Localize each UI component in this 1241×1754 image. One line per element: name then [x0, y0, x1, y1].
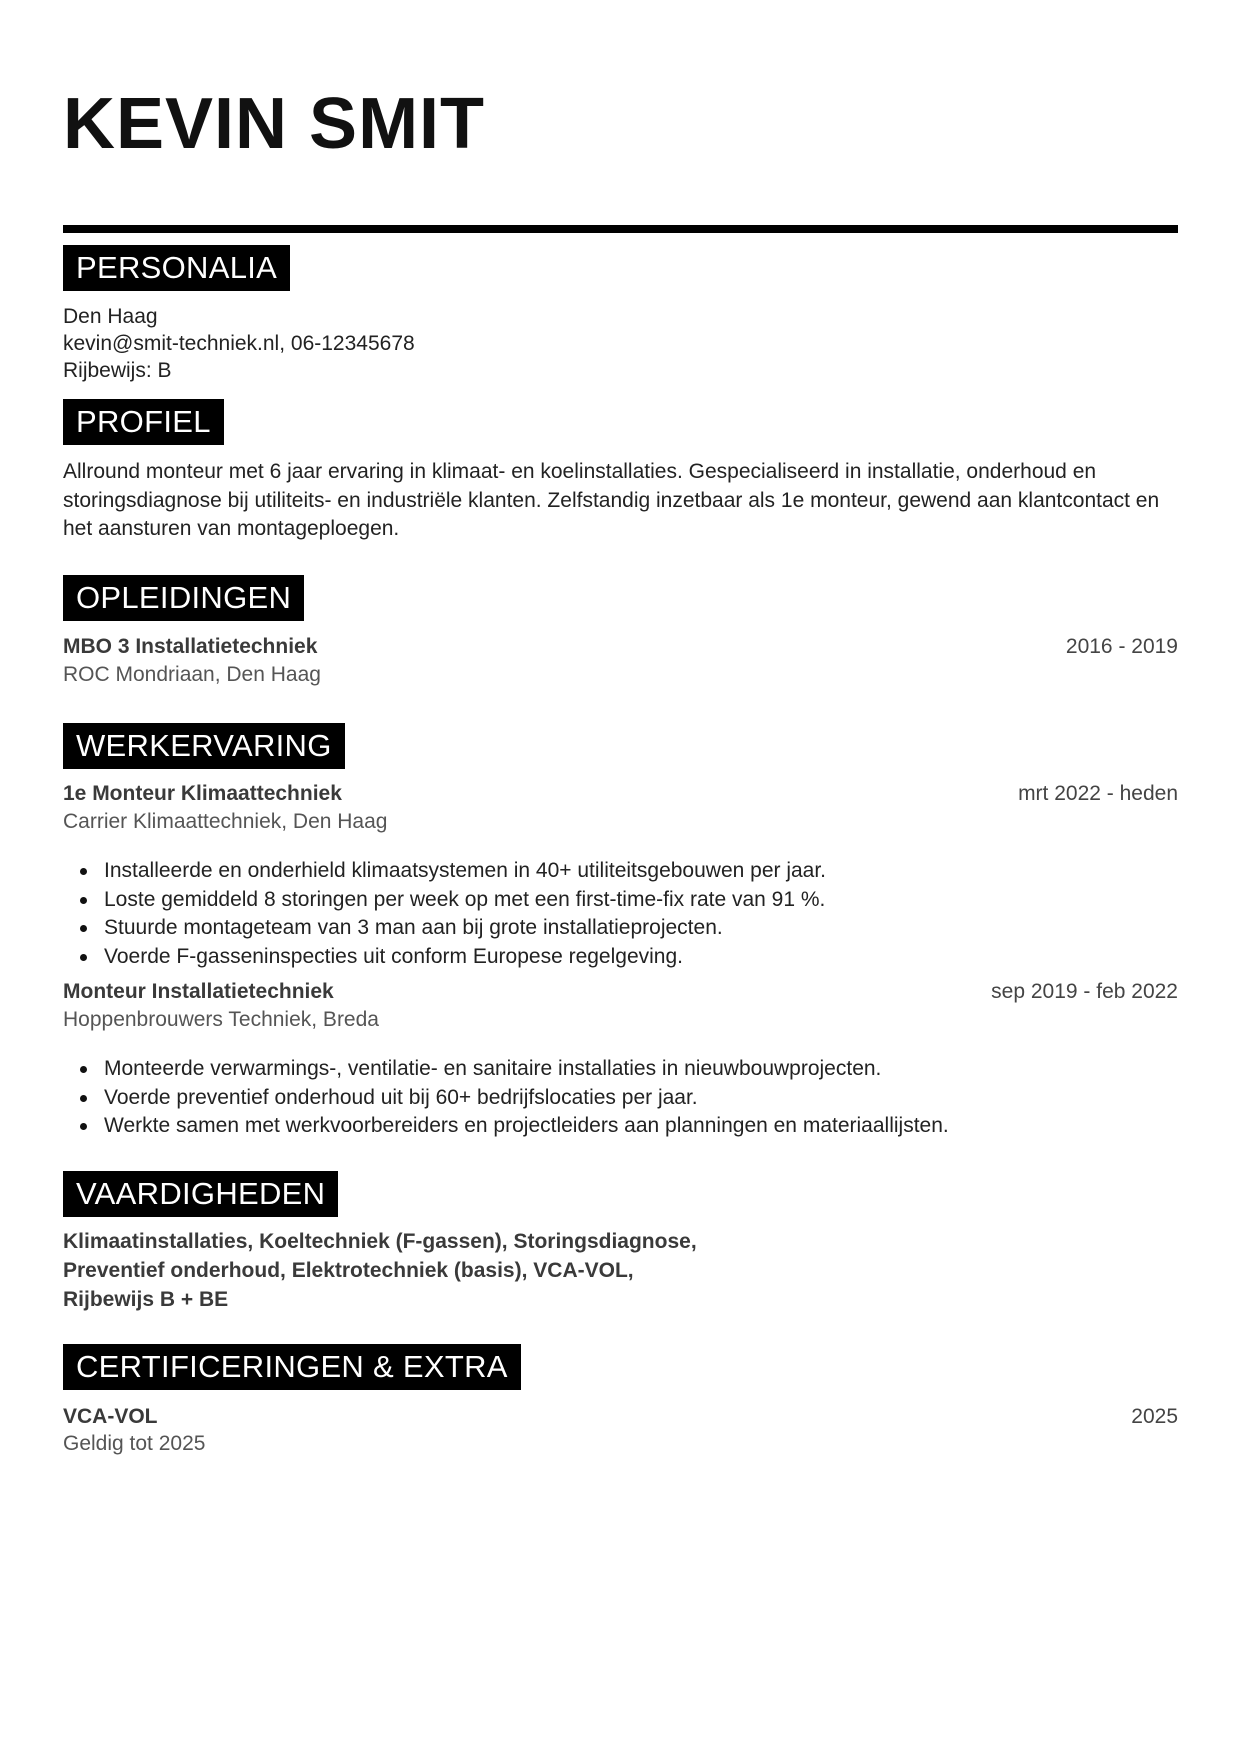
section-heading-certificeringen: CERTIFICERINGEN & EXTRA — [63, 1344, 521, 1390]
personalia-license: Rijbewijs: B — [63, 359, 172, 382]
skills-line: Rijbewijs B + BE — [63, 1288, 229, 1311]
personalia-city: Den Haag — [63, 305, 158, 328]
skills-line: Klimaatinstallaties, Koeltechniek (F-gassen), Storingsdiagnose, — [63, 1230, 697, 1253]
education-title: MBO 3 Installatietechniek — [63, 635, 318, 658]
section-heading-profiel: PROFIEL — [63, 399, 224, 445]
certificate-title: VCA-VOL — [63, 1405, 158, 1428]
section-heading-opleidingen: OPLEIDINGEN — [63, 575, 304, 621]
skills-list — [63, 1227, 697, 1314]
job-bullet: Voerde preventief onderhoud uit bij 60+ bedrijfslocaties per jaar. — [63, 1084, 1178, 1113]
header-divider — [63, 225, 1178, 233]
job-title: Monteur Installatietechniek — [63, 980, 334, 1003]
job-date: sep 2019 - feb 2022 — [991, 980, 1178, 1003]
section-heading-werkervaring: WERKERVARING — [63, 723, 345, 769]
job-bullet: Werkte samen met werkvoorbereiders en projectleiders aan planningen en materiaallijsten. — [63, 1112, 1178, 1141]
education-school: ROC Mondriaan, Den Haag — [63, 663, 321, 686]
certificate-date: 2025 — [1131, 1405, 1178, 1428]
job-employer: Hoppenbrouwers Techniek, Breda — [63, 1008, 379, 1031]
education-date: 2016 - 2019 — [1065, 635, 1178, 658]
job-bullet: Loste gemiddeld 8 storingen per week op met een first-time-fix rate van 91 %. — [63, 886, 1178, 915]
job-bullet-list — [63, 1055, 1178, 1141]
section-heading-vaardigheden: VAARDIGHEDEN — [63, 1171, 338, 1217]
skills-line: Preventief onderhoud, Elektrotechniek (basis), VCA-VOL, — [63, 1259, 634, 1282]
profile-text: Allround monteur met 6 jaar ervaring in klimaat- en koelinstallaties. Gespecialiseerd in installatie, onderhoud en storingsdiagnose bij utiliteits- en industriële klanten. Zelfstandig inzetbaar als 1e monteur, gewend aan klantcontact en het aansturen van montageploegen. — [63, 460, 1160, 540]
job-employer: Carrier Klimaattechniek, Den Haag — [63, 810, 388, 833]
personalia-contact: kevin@smit-techniek.nl, 06-12345678 — [63, 332, 415, 355]
job-bullet: Stuurde montageteam van 3 man aan bij grote installatieprojecten. — [63, 914, 1178, 943]
job-bullet: Installeerde en onderhield klimaatsystemen in 40+ utiliteitsgebouwen per jaar. — [63, 857, 1178, 886]
job-bullet: Monteerde verwarmings-, ventilatie- en sanitaire installaties in nieuwbouwprojecten. — [63, 1055, 1178, 1084]
job-bullet: Voerde F-gasseninspecties uit conform Europese regelgeving. — [63, 943, 1178, 972]
candidate-name: KEVIN SMIT — [63, 84, 486, 164]
resume-page — [63, 0, 1178, 1754]
job-bullet-list — [63, 857, 1178, 971]
certificate-validity: Geldig tot 2025 — [63, 1432, 206, 1455]
job-date: mrt 2022 - heden — [1018, 782, 1178, 805]
section-heading-personalia: PERSONALIA — [63, 245, 290, 291]
job-title: 1e Monteur Klimaattechniek — [63, 782, 342, 805]
